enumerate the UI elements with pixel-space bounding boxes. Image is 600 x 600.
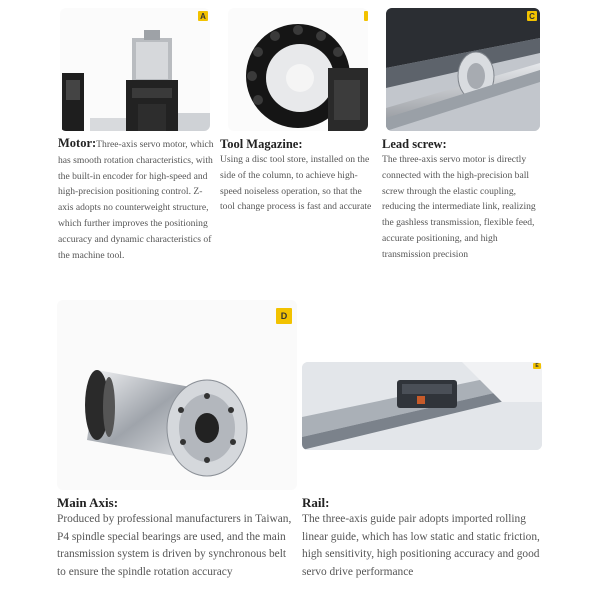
card-rail xyxy=(302,494,548,581)
rail-image xyxy=(302,362,542,450)
motor-text: Three-axis servo motor, which has smooth rotation characteristics, with the built-in encoder for high-speed and high-precision positioning control. Z-axis adopts no counterweight structure, which further improves the positioning accuracy and dynamic characteristics of the machine tool. xyxy=(58,139,214,261)
badge-c: C xyxy=(527,11,537,21)
badge-e: E xyxy=(533,363,541,369)
lead-screw-title: Lead screw: xyxy=(382,137,447,151)
motor-title: Motor: xyxy=(58,136,97,150)
badge-d: D xyxy=(276,308,292,324)
main-axis-image xyxy=(57,300,297,490)
badge-b xyxy=(364,11,368,21)
tool-magazine-image xyxy=(228,8,368,131)
motor-image xyxy=(60,8,210,131)
tool-magazine-text: Using a disc tool store, installed on the side of the column, to achieve high-speed noiseless operation, so that the tool change process is fast and accurate xyxy=(220,154,372,213)
card-main-axis xyxy=(57,494,297,581)
lead-screw-image xyxy=(386,8,540,131)
rail-title: Rail: xyxy=(302,495,330,510)
rail-text: The three-axis guide pair adopts imported rolling linear guide, which has low static and static friction, high sensitivity, high positioning accuracy and good servo drive performance xyxy=(302,513,540,578)
card-tool-magazine xyxy=(220,136,372,215)
card-motor xyxy=(58,136,216,263)
main-axis-title: Main Axis: xyxy=(57,495,119,510)
card-lead-screw xyxy=(382,136,542,263)
motor-description xyxy=(58,136,216,263)
main-axis-text: Produced by professional manufacturers in Taiwan, P4 spindle special bearings are used, and the main transmission system is driven by synchronous belt to ensure the spindle rotation accuracy xyxy=(57,513,292,578)
tool-magazine-title: Tool Magazine: xyxy=(220,137,303,151)
badge-a: A xyxy=(198,11,208,21)
lead-screw-text: The three-axis servo motor is directly connected with the high-precision ball screw through the elastic coupling, reducing the intermediate link, realizing the gashless transmission, flexible feed, accurate positioning, and high transmission precision xyxy=(382,154,536,260)
